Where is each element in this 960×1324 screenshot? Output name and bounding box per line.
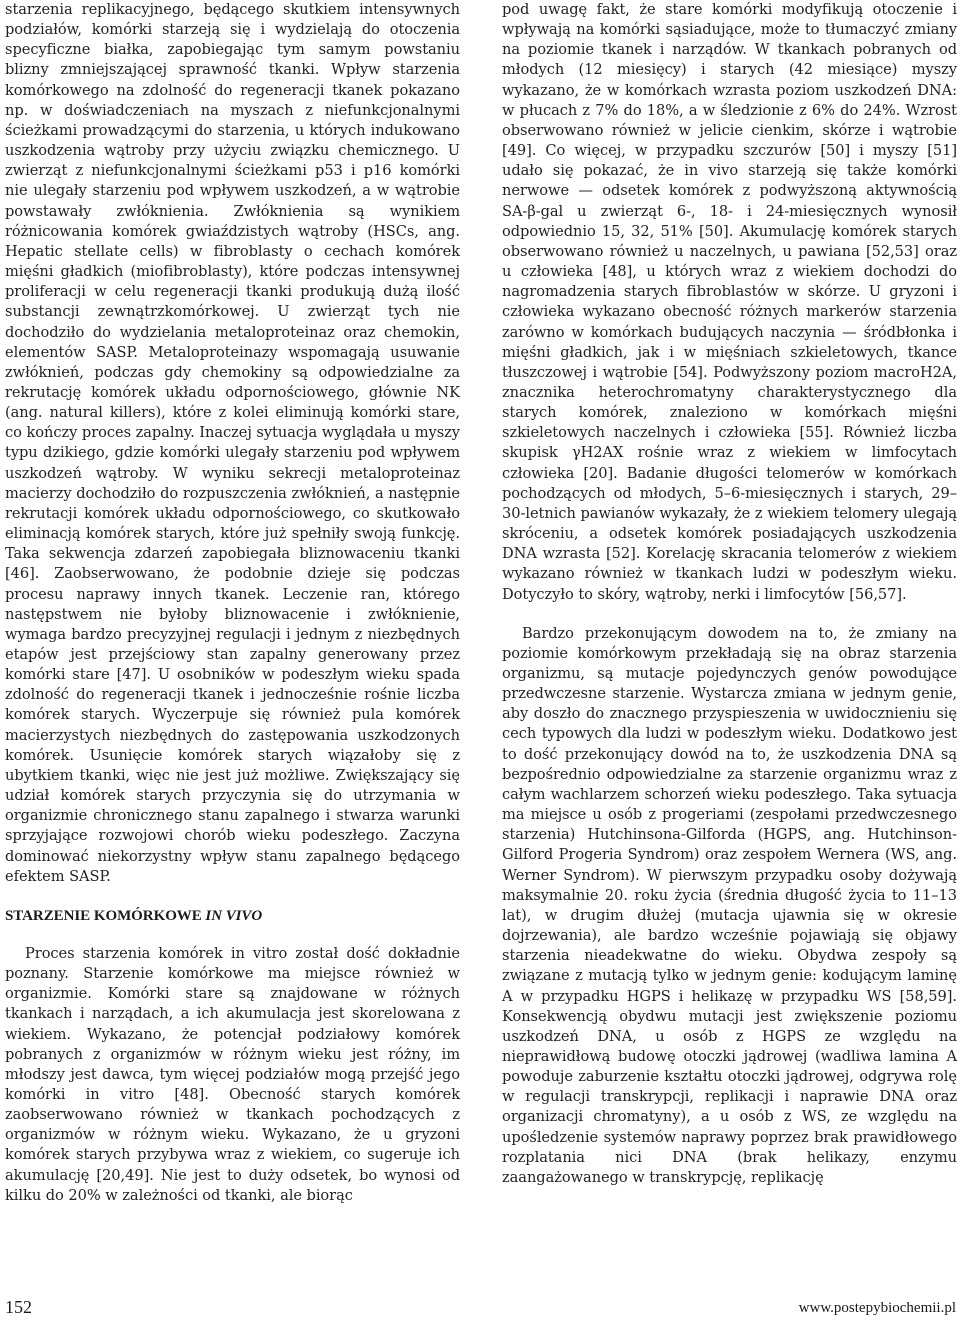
journal-url[interactable]: www.postepybiochemii.pl (798, 1300, 956, 1316)
paragraph-gap (5, 926, 460, 944)
body-paragraph: starzenia replikacyjnego, będącego skutkiem intensywnych podziałów, komórki starzeją się i wydzielają do otoczenia specyficzne białka, zapobiegając tym samym powstaniu blizny zmniejszającej sprawność tkanki. Wpływ starzenia komórkowego na zdolność do regeneracji tkanek pokazano np. w doświadczeniach na myszach z niefunkcjonalnymi ścieżkami prowadzącymi do starzenia, u których indukowano uszkodzenia wątroby przy użyciu związku chemicznego. U zwierząt z niefunkcjonalnymi ścieżkami p53 i p16 komórki nie ulegały starzeniu pod wpływem uszkodzeń, a w wątrobie powstawały zwłóknienia. Zwłóknienia są wynikiem różnicowania komórek gwiaździstych wątroby (HSCs, ang. Hepatic stellate cells) w fibroblasty o cechach komórek mięśni gładkich (miofibroblasty), które podczas intensywnej proliferacji w celu regeneracji tkanki produkują dużą ilość substancji zewnątrzkomórkowej. U zwierząt tych nie dochodziło do wydzielania metaloproteinaz oraz chemokin, elementów SASP. Metaloproteinazy wspomagają usuwanie zwłóknień, podczas gdy chemokiny są odpowiedzialne za rekrutację komórek układu odpornościowego, głównie NK (ang. natural killers), które z kolei eliminują komórki stare, co kończy proces zapalny. Inaczej sytuacja wyglądała u myszy typu dzikiego, gdzie komórki ulegały starzeniu pod wpływem uszkodzeń wątroby. W wyniku sekrecji metaloproteinaz macierzy dochodziło do rozpuszczenia zwłóknień, a następnie rekrutacji komórek układu odpornościowego, co skutkowało eliminacją komórek starych, które już spełniły swoją funkcję. Taka sekwencja zdarzeń zapobiegała bliznowaceniu tkanki [46]. Zaobserwowano, że podobnie dzieje się podczas procesu naprawy innych tkanek. Leczenie ran, którego następstwem nie byłoby bliznowacenie i zwłóknienie, wymaga bardzo precyzyjnej regulacji i jednym z niezbędnych etapów jest przejściowy stan zapalny generowany przez komórki stare [47]. U osobników w podeszłym wieku spada zdolność do regeneracji tkanek i jednocześnie rośnie liczba komórek starych. Wyczerpuje się również pula komórek macierzystych niezbędnych do zastępowania uszkodzonych komórek. Usunięcie komórek starych wiązałoby się z ubytkiem tkanki, więc nie jest już możliwe. Zwiększający się udział komórek starych przyczynia się do utrzymania w organizmie chronicznego stanu zapalnego i stwarza warunki sprzyjające rozwojowi chorób wieku podeszłego. Zaczyna dominować niekorzystny wpływ stanu zapalnego będącego efektem SASP. (5, 1, 460, 885)
paragraph-gap (502, 605, 957, 624)
body-paragraph: Bardzo przekonującym dowodem na to, że zmiany na poziomie komórkowym przekładają się na obraz starzenia organizmu, są mutacje pojedynczych genów powodujące przedwczesne starzenie. Wystarcza zmiana w jednym genie, aby doszło do znacznego przyspieszenia w uwidocznieniu się cech typowych dla ludzi w podeszłym wieku. Dodatkowo jest to dość przekonujący dowód na to, że uszkodzenia DNA są bezpośrednio odpowiedzialne za starzenie organizmu wraz z całym wachlarzem schorzeń wieku podeszłego. Taka sytuacja ma miejsce u osób z progeriami (zespołami przedwczesnego starzenia) Hutchinsona-Gilforda (HGPS, ang. Hutchinson-Gilford Progeria Syndrom) oraz zespołem Wernera (WS, ang. Werner Syndrom). W pierwszym przypadku osoby dożywają maksymalnie 20. roku życia (średnia długość życia to 11–13 lat), w drugim dłużej (mutacja ujawnia się w okresie dojrzewania), ale bardzo wcześnie pojawiają się objawy starzenia nieadekwatne do wieku. Obydwa zespoły są związane z mutacją tylko w jednym genie: kodującym laminę A w przypadku HGPS i helikazę w przypadku WS [58,59]. Konsekwencją obydwu mutacji jest zwiększenie poziomu uszkodzeń DNA, u osób z HGPS ze względu na nieprawidłową budowę otoczki jądrowej (wadliwa lamina A powoduje zaburzenie kształtu otoczki jądrowej, odgrywa rolę w regulacji transkrypcji, replikacji i naprawie DNA oraz organizacji chromatyny), a u osób z WS, ze względu na upośledzenie systemów naprawy poprzez brak prawidłowego rozplatania nici DNA (brak helikazy, enzymu zaangażowanego w transkrypcję, replikację (502, 624, 957, 1186)
right-column (502, 0, 957, 1188)
section-heading (5, 906, 460, 926)
paragraph-gap (5, 887, 460, 906)
section-heading-italic: IN VIVO (205, 907, 263, 924)
section-heading-text: STARZENIE KOMÓRKOWE (5, 907, 206, 924)
body-paragraph: Proces starzenia komórek in vitro został dość dokładnie poznany. Starzenie komórkowe ma miejsce również w organizmie. Komórki stare są znajdowane w różnych tkankach i narządach, a ich akumulacja jest skorelowana z wiekiem. Wykazano, że potencjał podziałowy komórek pobranych z organizmów w różnym wieku jest różny, im młodszy jest dawca, tym więcej podziałów mogą przejść jego komórki in vitro [48]. Obecność starych komórek zaobserwowano również w tkankach pochodzących z organizmów w różnym wieku. Wykazano, że u gryzoni komórek starych przybywa wraz z wiekiem, co sugeruje ich akumulację [20,49]. Nie jest to duży odsetek, bo wynosi od kilku do 20% w zależności od tkanki, ale biorąc (5, 944, 460, 1204)
left-column (5, 0, 460, 1206)
page-number: 152 (5, 1297, 32, 1317)
body-paragraph: pod uwagę fakt, że stare komórki modyfikują otoczenie i wpływają na komórki sąsiadujące, może to tłumaczyć zmiany na poziomie tkanek i narządów. W tkankach pobranych od młodych (12 miesięcy) i starych (42 miesiące) myszy wykazano, że w komórkach wzrasta poziom uszkodzeń DNA: w płucach z 7% do 18%, a w śledzionie z 6% do 24%. Wzrost obserwowano również w jelicie cienkim, skórze i wątrobie [49]. Co więcej, w przypadku szczurów [50] i myszy [51] udało się pokazać, że in vivo starzeją się także komórki nerwowe — odsetek komórek z podwyższoną aktywnością SA-β-gal u zwierząt 6-, 18- i 24-miesięcznych wynosił odpowiednio 15, 32, 51% [50]. Akumulację komórek starych obserwowano również u naczelnych, u pawiana [52,53] oraz u człowieka [48], u których wraz z wiekiem dochodzi do nagromadzenia starych fibroblastów w skórze. U gryzoni i człowieka wykazano obecność różnych markerów starzenia zarówno w komórkach budujących naczynia — śródbłonka i mięśni gładkich, jak i w mięśniach szkieletowych, tkance tłuszczowej i wątrobie [54]. Podwyższony poziom macroH2A, znacznika heterochromatyny charakterystycznego dla starych komórek, znaleziono w komórkach mięśni szkieletowych naczelnych i człowieka [55]. Również liczba skupisk γH2AX rośnie wraz z wiekiem w limfocytach człowieka [20]. Badanie długości telomerów w komórkach pochodzących od młodych, 5–6-miesięcznych i starych, 29–30-letnich pawianów wykazały, że z wiekiem telomery ulegają skróceniu, a odsetek komórek posiadających uszkodzenia DNA wzrasta [52]. Korelację skracania telomerów z wiekiem wykazano również w tkankach ludzi w podeszłym wieku. Dotyczyło to skóry, wątroby, nerki i limfocytów [56,57]. (502, 1, 957, 603)
